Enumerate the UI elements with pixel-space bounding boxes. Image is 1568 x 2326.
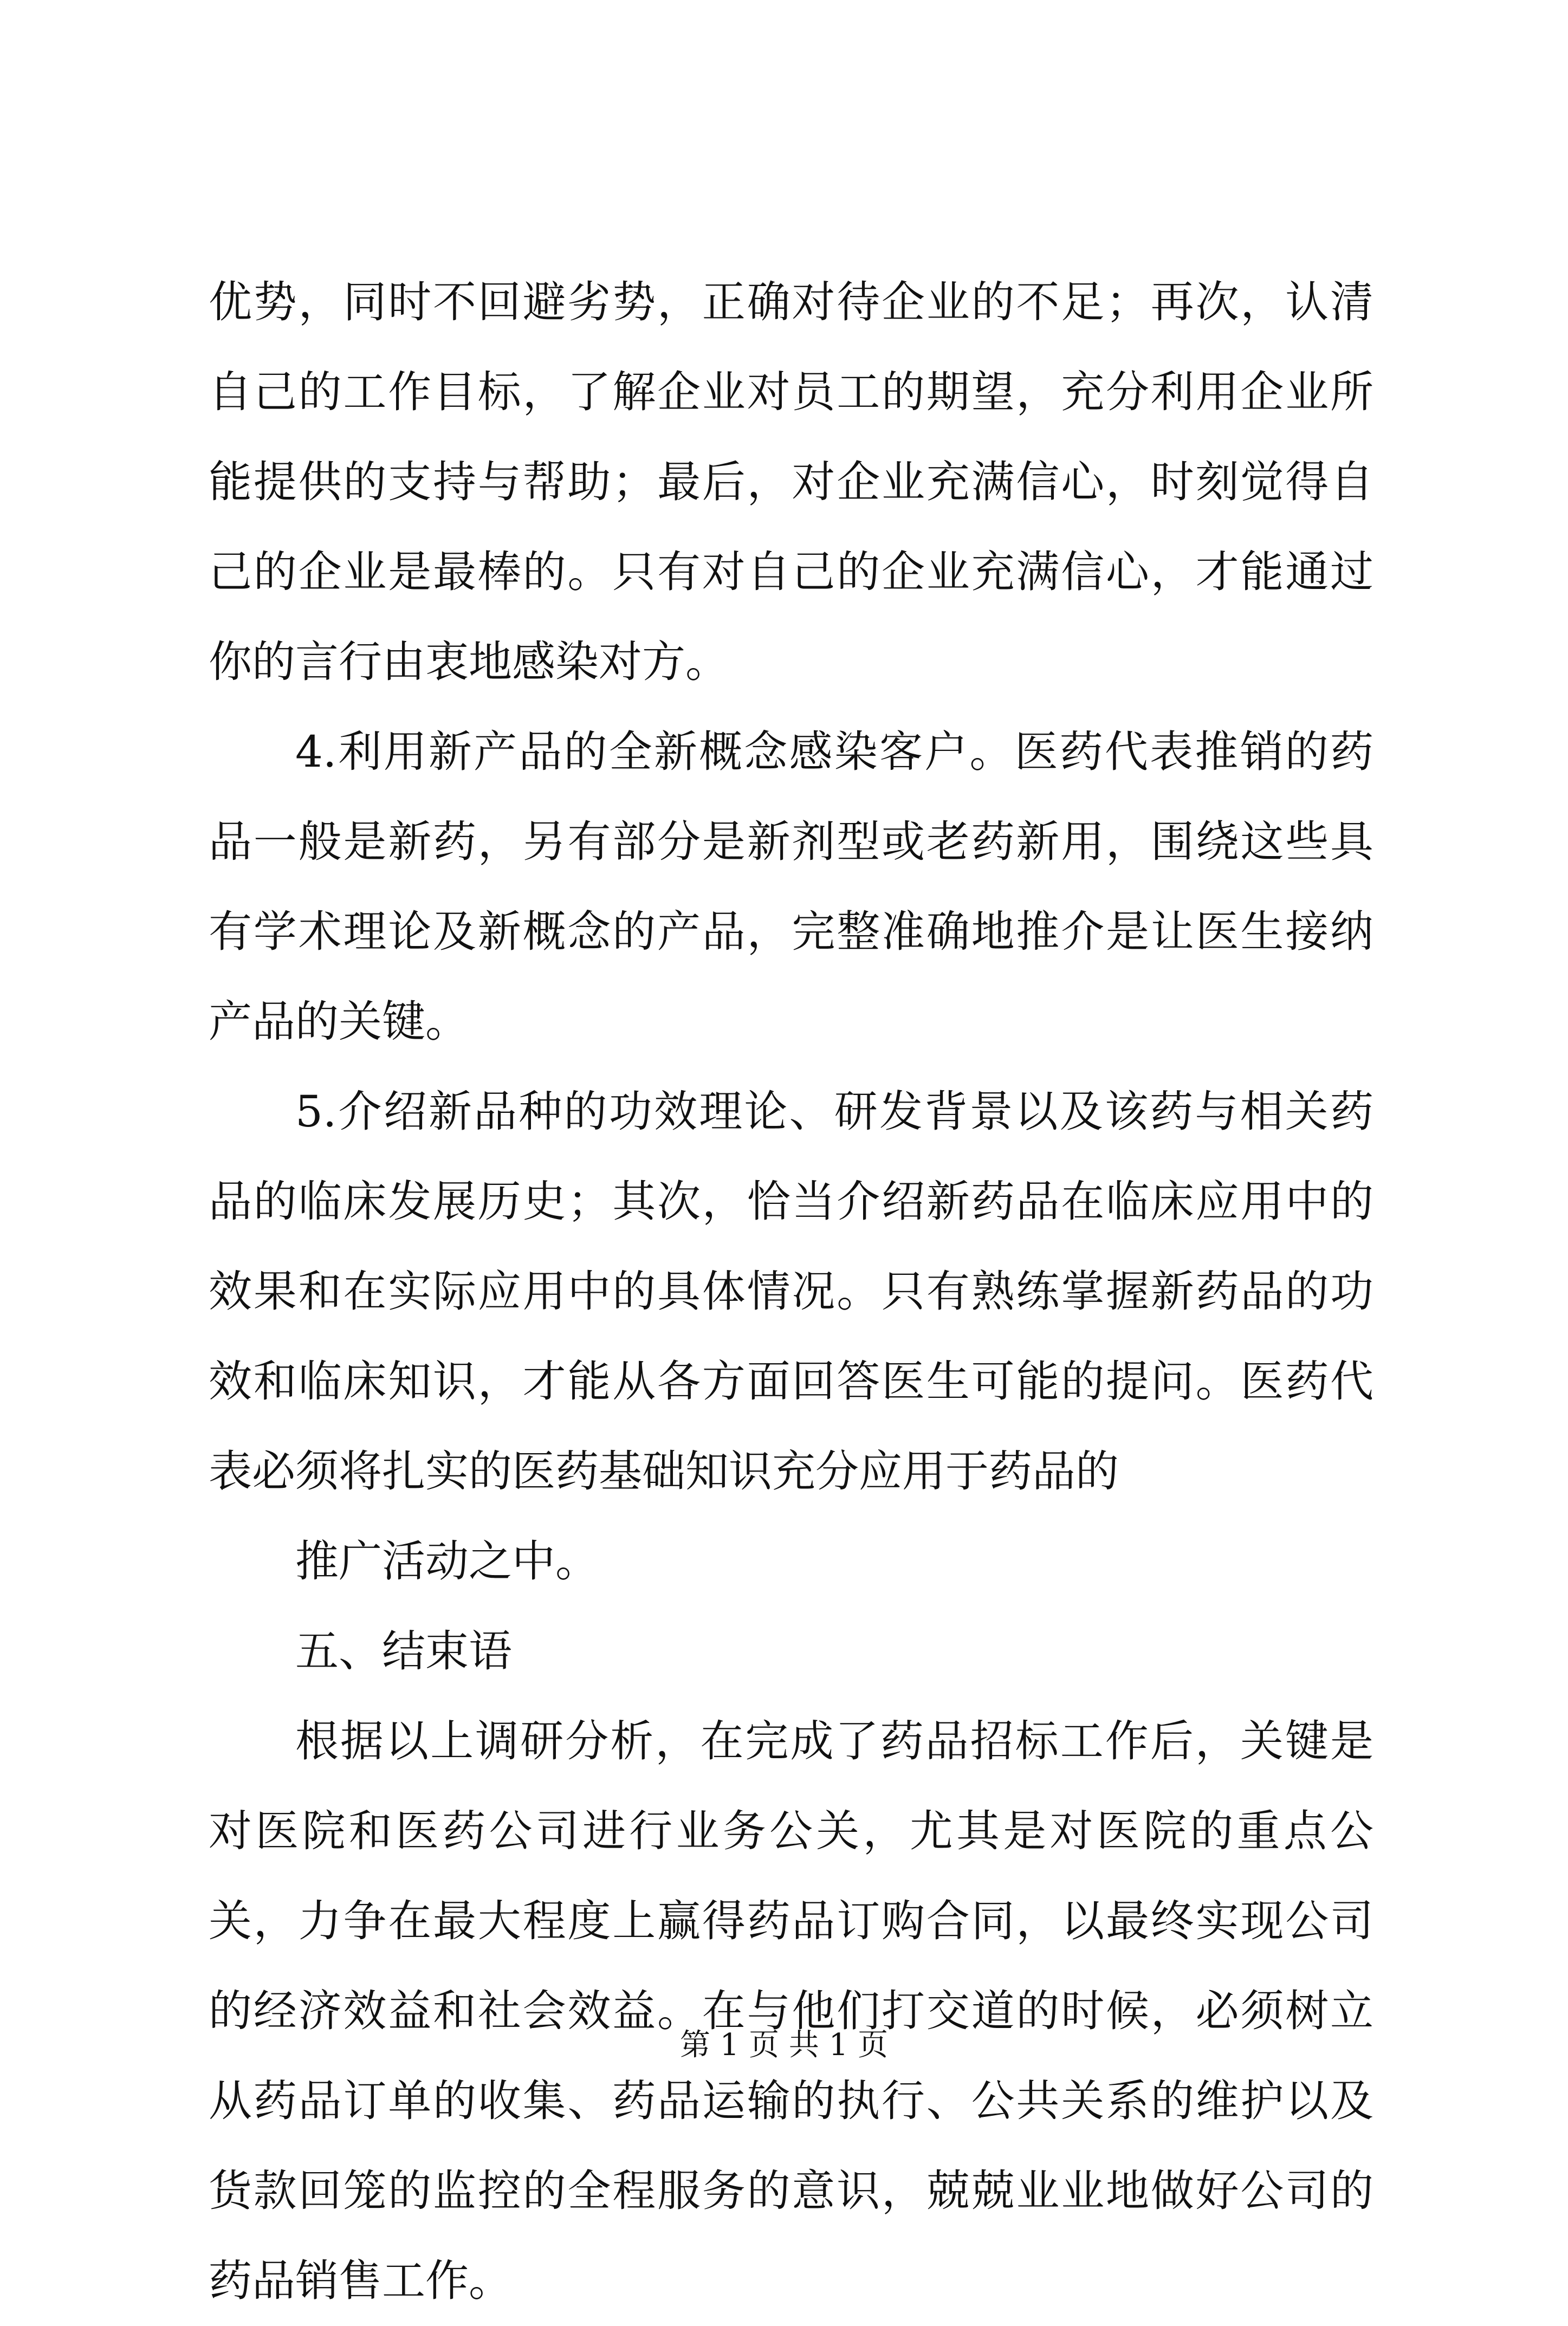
paragraph-3: 5.介绍新品种的功效理论、研发背景以及该药与相关药品的临床发展历史；其次，恰当介绍新药品在临床应用中的效果和在实际应用中的具体情况。只有熟练掌握新药品的功效和临床知识，才能从各方面回答医生可能的提问。医药代表必须将扎实的医药基础知识充分应用于药品的 bbox=[209, 1086, 1373, 1496]
paragraph-6: 根据以上调研分析，在完成了药品招标工作后，关键是对医院和医药公司进行业务公关，尤其是对医院的重点公关，力争在最大程度上赢得药品订购合同，以最终实现公司的经济效益和社会效益。在与他们打交道的时候，必须树立从药品订单的收集、药品运输的执行、公共关系的维护以及货款回笼的监控的全程服务的意识，兢兢业业地做好公司的药品销售工作。 bbox=[209, 1716, 1373, 2306]
section-heading: 五、结束语 bbox=[295, 1626, 512, 1676]
page-footer: 第 1 页 共 1 页 bbox=[679, 2027, 889, 2063]
document-body bbox=[209, 257, 1373, 2326]
paragraph-1: 优势，同时不回避劣势，正确对待企业的不足；再次，认清自己的工作目标，了解企业对员工的期望，充分利用企业所能提供的支持与帮助；最后，对企业充满信心，时刻觉得自己的企业是最棒的。只有对自己的企业充满信心，才能通过你的言行由衷地感染对方。 bbox=[209, 277, 1373, 687]
paragraph-4: 推广活动之中。 bbox=[295, 1536, 599, 1586]
paragraph-2: 4.利用新产品的全新概念感染客户。医药代表推销的药品一般是新药，另有部分是新剂型或老药新用，围绕这些具有学术理论及新概念的产品，完整准确地推介是让医生接纳产品的关键。 bbox=[209, 727, 1373, 1047]
